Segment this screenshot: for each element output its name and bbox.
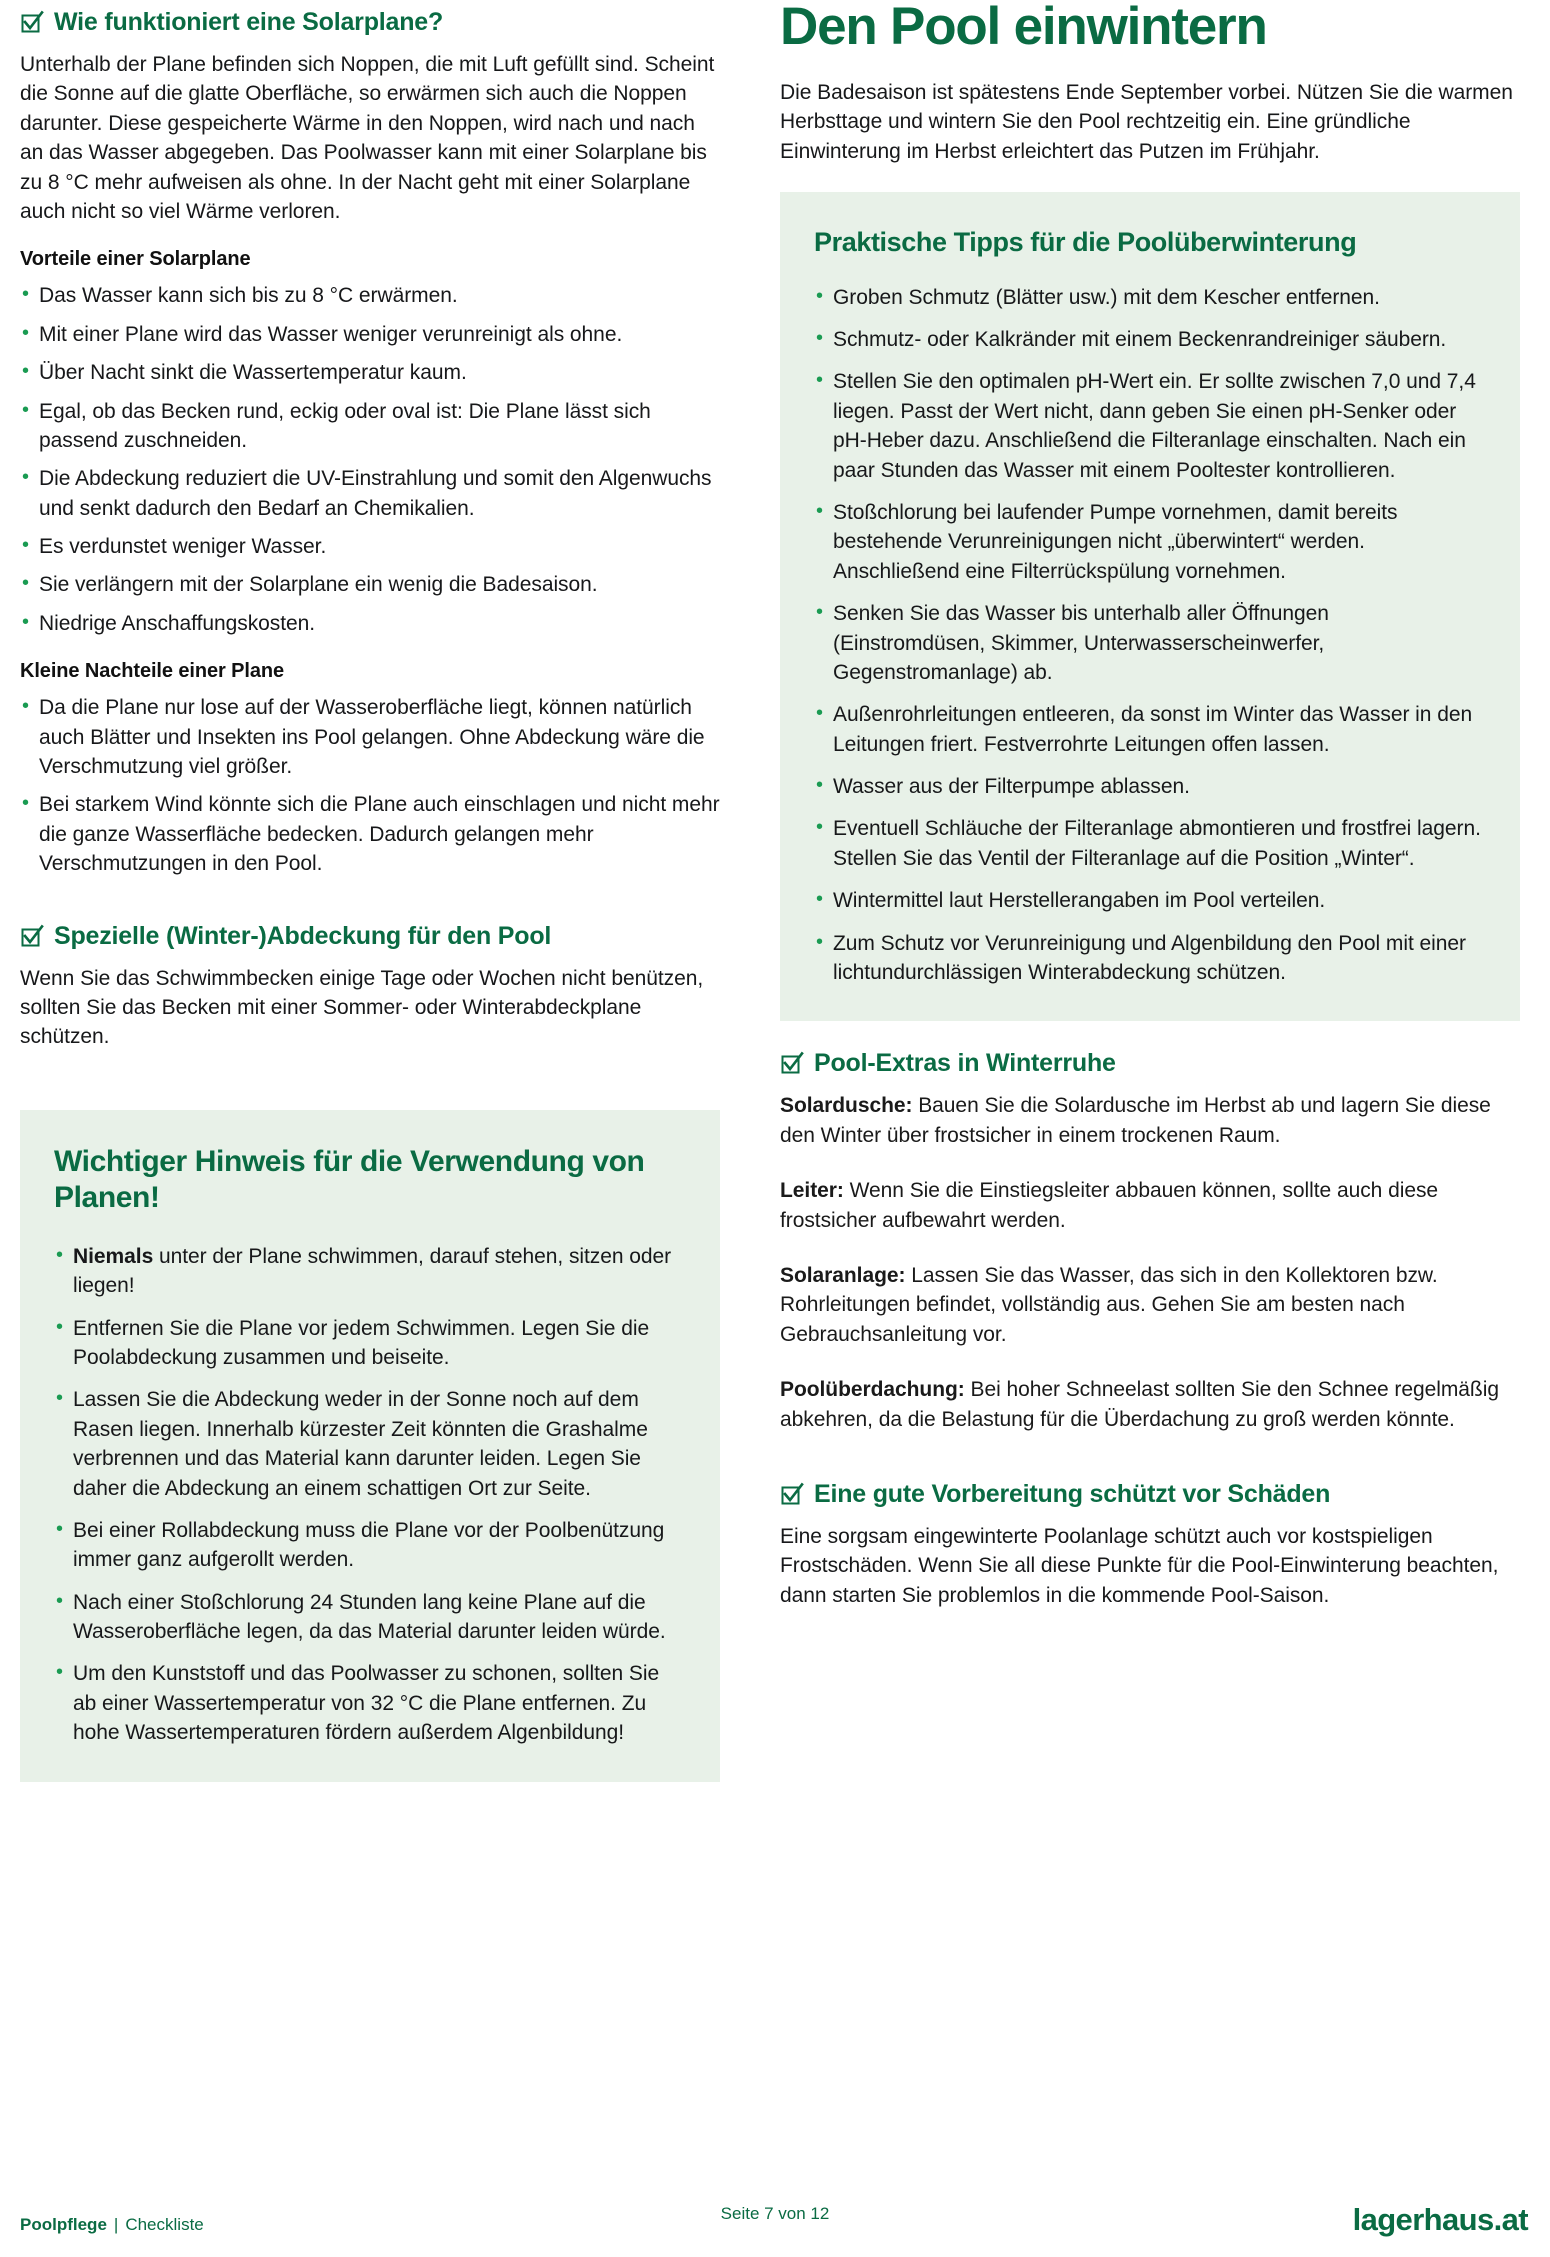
extra-label: Leiter:	[780, 1179, 844, 1203]
list-item: • Außenrohrleitungen entleeren, da sonst im Winter das Wasser in den Leitungen friert. Festverrohrte Leitungen offen lassen.	[814, 700, 1484, 759]
section-heading-vorbereitung	[780, 1480, 1520, 1512]
extra-pooluberdachung	[780, 1375, 1520, 1434]
tips-box-list	[814, 283, 1484, 988]
list-item: • Stoßchlorung bei laufender Pumpe vornehmen, damit bereits bestehende Verunreinigungen nicht „überwintert“ werden. Anschließend eine Filterrückspülung vornehmen.	[814, 498, 1484, 586]
list-item: • Mit einer Plane wird das Wasser weniger verunreinigt als ohne.	[20, 320, 720, 349]
list-item-text: Entfernen Sie die Plane vor jedem Schwimmen. Legen Sie die Poolabdeckung zusammen und beiseite.	[73, 1316, 650, 1369]
list-item	[54, 1659, 684, 1747]
page-title: Den Pool einwintern	[780, 0, 1267, 56]
conclusion-paragraph: Eine sorgsam eingewinterte Poolanlage schützt auch vor kostspieligen Frostschäden. Wenn Sie all diese Punkte für die Pool-Einwinterung beachten, dann starten Sie problemlos in die kommende Pool-Saison.	[780, 1524, 1499, 1607]
advantages-heading: Vorteile einer Solarplane	[20, 248, 251, 271]
extra-label: Solardusche:	[780, 1094, 913, 1118]
list-item: • Egal, ob das Becken rund, eckig oder oval ist: Die Plane lässt sich passend zuschneiden.	[20, 397, 720, 456]
extra-label: Solaranlage:	[780, 1263, 906, 1287]
extra-text: Bauen Sie die Solardusche im Herbst ab und lagern Sie diese den Winter über frostsicher in einem trockenen Raum.	[780, 1094, 1491, 1147]
list-item-text: Nach einer Stoßchlorung 24 Stunden lang keine Plane auf die Wasseroberfläche legen, da das Material darunter leiden würde.	[73, 1590, 666, 1644]
list-item: • Bei starkem Wind könnte sich die Plane auch einschlagen und nicht mehr die ganze Wasserfläche bedecken. Dadurch gelangen mehr Verschmutzungen in den Pool.	[20, 790, 720, 878]
tips-box	[780, 192, 1520, 1021]
extra-leiter	[780, 1176, 1520, 1235]
list-item: • Senken Sie das Wasser bis unterhalb aller Öffnungen (Einstromdüsen, Skimmer, Unterwasserscheinwerfer, Gegenstromanlage) ab.	[814, 599, 1484, 687]
solarplane-paragraph: Unterhalb der Plane befinden sich Noppen, die mit Luft gefüllt sind. Scheint die Sonne auf die glatte Oberfläche, so erwärmen sich auch die Noppen darunter. Diese gespeicherte Wärme in den Noppen, wird nach und nach an das Wasser abgegeben. Das Poolwasser kann mit einer Solarplane bis zu 8 °C mehr aufweisen als ohne. In der Nacht geht mit einer Solarplane auch nicht so viel Wärme verloren.	[20, 53, 715, 223]
checkbox-checked-icon	[20, 10, 44, 40]
list-item: • Stellen Sie den optimalen pH-Wert ein. Er sollte zwischen 7,0 und 7,4 liegen. Passt der Wert nicht, dann geben Sie einen pH-Senker oder pH-Heber dazu. Anschließend die Filteranlage einschalten. Nach ein paar Stunden das Wasser mit einem Pooltester kontrollieren.	[814, 367, 1484, 485]
list-item: • Niedrige Anschaffungskosten.	[20, 609, 720, 638]
extra-solaranlage	[780, 1261, 1520, 1349]
page-footer	[0, 2204, 1550, 2235]
checkbox-checked-icon	[780, 1051, 804, 1081]
section-heading-winterabdeckung	[20, 922, 720, 954]
list-item-text: unter der Plane schwimmen, darauf stehen, sitzen oder liegen!	[73, 1244, 672, 1298]
list-item	[54, 1385, 684, 1503]
footer-separator: |	[113, 2215, 119, 2234]
list-item: • Sie verlängern mit der Solarplane ein wenig die Badesaison.	[20, 570, 720, 599]
winterabdeckung-paragraph: Wenn Sie das Schwimmbecken einige Tage oder Wochen nicht benützen, sollten Sie das Becken mit einer Sommer- oder Winterabdeckplane schützen.	[20, 966, 704, 1049]
list-item-text: Lassen Sie die Abdeckung weder in der Sonne noch auf dem Rasen liegen. Innerhalb kürzester Zeit könnten die Grashalme verbrennen und das Material kann darunter leiden. Legen Sie daher die Abdeckung an einem schattigen Ort zur Seite.	[73, 1388, 648, 1500]
disadvantages-heading: Kleine Nachteile einer Plane	[20, 660, 284, 683]
checkbox-checked-icon	[20, 924, 44, 954]
section-heading-label: Pool-Extras in Winterruhe	[814, 1049, 1116, 1078]
section-heading-label: Wie funktioniert eine Solarplane?	[54, 8, 444, 36]
list-item: • Zum Schutz vor Verunreinigung und Algenbildung den Pool mit einer lichtundurchlässigen Winterabdeckung schützen.	[814, 929, 1484, 988]
list-item	[54, 1588, 684, 1647]
section-heading-pool-extras	[780, 1049, 1520, 1081]
notice-box	[20, 1110, 720, 1782]
section-heading-label: Eine gute Vorbereitung schützt vor Schäden	[814, 1479, 1331, 1508]
extra-solardusche	[780, 1091, 1520, 1150]
footer-page-number: Seite 7 von 12	[720, 2204, 830, 2223]
list-item-emphasis: Niemals	[73, 1244, 154, 1268]
notice-box-list	[54, 1242, 684, 1748]
list-item	[54, 1314, 684, 1373]
list-item: • Wasser aus der Filterpumpe ablassen.	[814, 772, 1484, 801]
footer-breadcrumb	[20, 2215, 204, 2235]
spacer	[20, 888, 720, 922]
intro-paragraph: Die Badesaison ist spätestens Ende September vorbei. Nützen Sie die warmen Herbsttage und wintern Sie den Pool rechtzeitig ein. Eine gründliche Einwinterung im Herbst erleichtert das Putzen im Frühjahr.	[780, 81, 1513, 163]
brand-logo-lagerhaus: lagerhaus.at	[1352, 2202, 1528, 2237]
list-item	[54, 1242, 684, 1301]
list-item-text: Bei einer Rollabdeckung muss die Plane vor der Poolbenützung immer ganz aufgerollt werden.	[73, 1518, 665, 1572]
notice-box-title: Wichtiger Hinweis für die Verwendung von Planen!	[54, 1144, 645, 1214]
left-column	[0, 0, 760, 1782]
list-item	[54, 1516, 684, 1575]
tips-box-title: Praktische Tipps für die Poolüberwinterung	[814, 227, 1357, 258]
extra-text: Bei hoher Schneelast sollten Sie den Schnee regelmäßig abkehren, da die Belastung für die Überdachung zu groß werden könnte.	[780, 1378, 1499, 1431]
section-heading-label: Spezielle (Winter-)Abdeckung für den Pool	[54, 921, 552, 950]
list-item: • Wintermittel laut Herstellerangaben im Pool verteilen.	[814, 886, 1484, 915]
checkbox-checked-icon	[780, 1482, 804, 1512]
extra-label: Poolüberdachung:	[780, 1378, 965, 1402]
list-item: • Eventuell Schläuche der Filteranlage abmontieren und frostfrei lagern. Stellen Sie das Ventil der Filteranlage auf die Position „Winter“.	[814, 814, 1484, 873]
list-item: • Schmutz- oder Kalkränder mit einem Beckenrandreiniger säubern.	[814, 325, 1484, 354]
list-item: • Über Nacht sinkt die Wassertemperatur kaum.	[20, 358, 720, 387]
list-item-text: Um den Kunststoff und das Poolwasser zu schonen, sollten Sie ab einer Wassertemperatur von 32 °C die Plane entfernen. Zu hohe Wassertemperaturen fördern außerdem Algenbildung!	[73, 1662, 660, 1745]
list-item: • Groben Schmutz (Blätter usw.) mit dem Kescher entfernen.	[814, 283, 1484, 312]
spacer	[780, 1460, 1520, 1480]
list-item: • Es verdunstet weniger Wasser.	[20, 532, 720, 561]
right-column	[760, 0, 1550, 1782]
section-heading-solarplane	[20, 8, 720, 40]
footer-subsection-label: Checkliste	[125, 2215, 204, 2234]
advantages-list	[20, 281, 720, 638]
disadvantages-list	[20, 693, 720, 878]
extra-text: Wenn Sie die Einstiegsleiter abbauen können, sollte auch diese frostsicher aufbewahrt werden.	[780, 1179, 1439, 1232]
footer-section-label: Poolpflege	[20, 2215, 107, 2234]
list-item: • Die Abdeckung reduziert die UV-Einstrahlung und somit den Algenwuchs und senkt dadurch den Bedarf an Chemikalien.	[20, 464, 720, 523]
list-item: • Da die Plane nur lose auf der Wasseroberfläche liegt, können natürlich auch Blätter und Insekten ins Pool gelangen. Ohne Abdeckung wäre die Verschmutzung viel größer.	[20, 693, 720, 781]
list-item: • Das Wasser kann sich bis zu 8 °C erwärmen.	[20, 281, 720, 310]
extra-text: Lassen Sie das Wasser, das sich in den Kollektoren bzw. Rohrleitungen befindet, vollständig aus. Gehen Sie am besten nach Gebrauchsanleitung vor.	[780, 1263, 1438, 1346]
